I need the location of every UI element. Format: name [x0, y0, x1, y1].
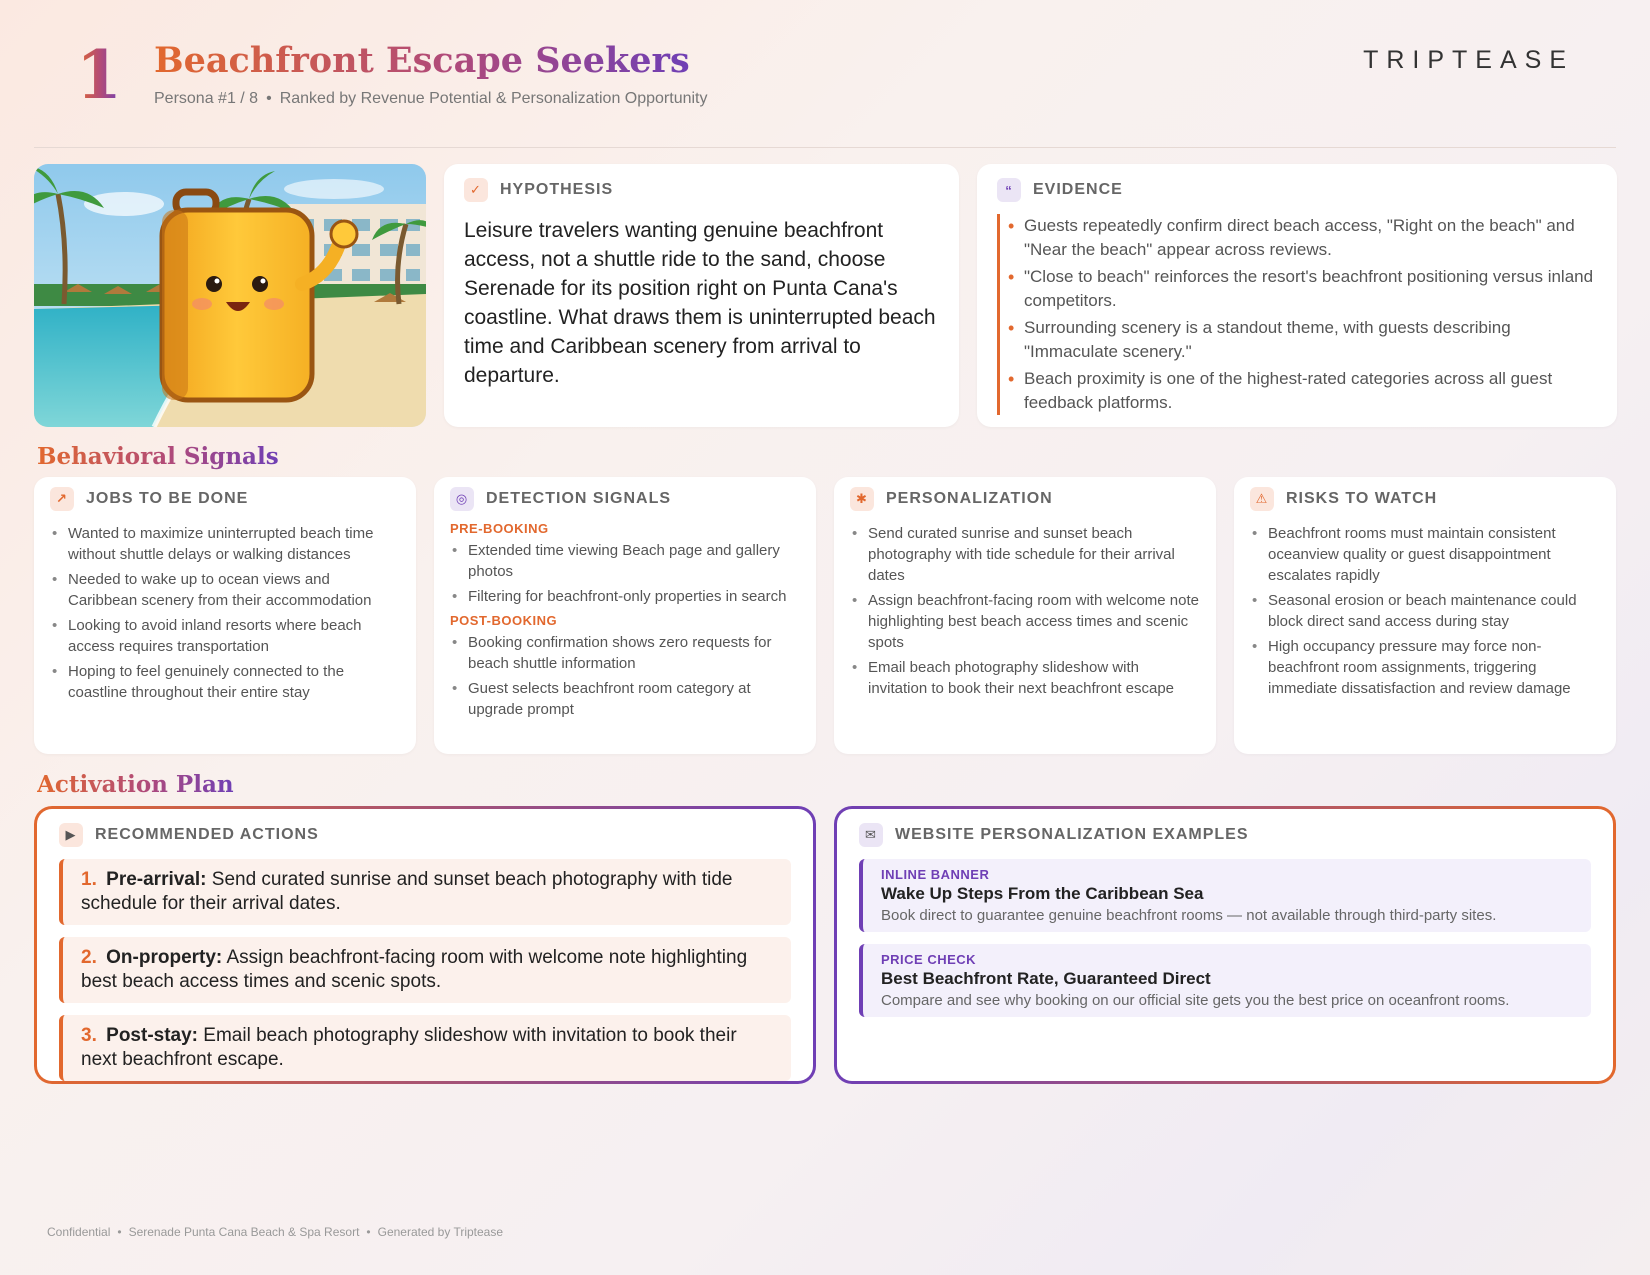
list-item: • Assign beachfront-facing room with welcome note highlighting best beach access times and scenic spots	[850, 590, 1200, 653]
list-item: • Email beach photography slideshow with invitation to book their next beachfront escape	[850, 657, 1200, 699]
quote-icon: “	[997, 178, 1021, 202]
evidence-list	[997, 214, 1597, 415]
activation-plan-title: Activation Plan	[37, 771, 234, 798]
risks-card	[1234, 477, 1616, 754]
action-text: Assign beachfront-facing room with welcome note highlighting best beach access times and scenic spots.	[81, 947, 748, 992]
personalization-heading: PERSONALIZATION	[886, 490, 1053, 507]
evidence-item: • Guests repeatedly confirm direct beach access, "Right on the beach" and "Near the beach" appear across reviews.	[1024, 214, 1597, 262]
action-text: Email beach photography slideshow with invitation to book their next beachfront escape.	[81, 1025, 737, 1070]
detection-heading: DETECTION SIGNALS	[486, 490, 672, 507]
list-item: • Extended time viewing Beach page and gallery photos	[450, 540, 800, 582]
action-item	[59, 1015, 791, 1081]
jobs-list	[50, 523, 400, 703]
list-item: • Send curated sunrise and sunset beach photography with tide schedule for their arrival dates	[850, 523, 1200, 586]
target-icon: ◎	[450, 487, 474, 511]
actions-heading: RECOMMENDED ACTIONS	[95, 826, 319, 843]
action-label: Pre-arrival:	[106, 869, 207, 890]
evidence-item: • Beach proximity is one of the highest-rated categories across all guest feedback platforms.	[1024, 367, 1597, 415]
examples-heading: WEBSITE PERSONALIZATION EXAMPLES	[895, 826, 1249, 843]
action-number: 3.	[81, 1025, 97, 1046]
warning-icon: ⚠	[1250, 487, 1274, 511]
list-item: • Filtering for beachfront-only properties in search	[450, 586, 800, 607]
list-item: • Hoping to feel genuinely connected to the coastline throughout their entire stay	[50, 661, 400, 703]
brand-logo: TRIPTEASE	[1363, 46, 1574, 74]
personalization-header	[850, 487, 1200, 511]
hypothesis-header	[464, 178, 939, 202]
recommended-actions-inner	[37, 809, 813, 1081]
risks-list	[1250, 523, 1600, 699]
risks-header	[1250, 487, 1600, 511]
website-examples-inner	[837, 809, 1613, 1081]
jobs-heading: JOBS TO BE DONE	[86, 490, 249, 507]
action-number: 1.	[81, 869, 97, 890]
list-item: • Guest selects beachfront room category at upgrade prompt	[450, 678, 800, 720]
risks-heading: RISKS TO WATCH	[1286, 490, 1438, 507]
pre-booking-list	[450, 540, 800, 607]
hypothesis-text: Leisure travelers wanting genuine beachfront access, not a shuttle ride to the sand, choose Serenade for its position right on Punta Cana's coastline. What draws them is uninterrupted beach time and Caribbean scenery from arrival to departure.	[464, 219, 936, 387]
list-item: • Needed to wake up to ocean views and Caribbean scenery from their accommodation	[50, 569, 400, 611]
action-label: Post-stay:	[106, 1025, 198, 1046]
behavioral-signals-title: Behavioral Signals	[37, 443, 279, 470]
post-booking-list	[450, 632, 800, 720]
list-item: • High occupancy pressure may force non-beachfront room assignments, triggering immediate dissatisfaction and review damage	[1250, 636, 1600, 699]
persona-illustration	[34, 164, 426, 427]
footer-generated: Generated by Triptease	[377, 1225, 504, 1239]
jobs-header	[50, 487, 400, 511]
example-type: PRICE CHECK	[881, 952, 977, 967]
footer-confidential: Confidential	[47, 1225, 111, 1239]
action-item	[59, 937, 791, 1003]
page-subtitle: Persona #1 / 8 • Ranked by Revenue Potential & Personalization Opportunity	[154, 90, 708, 107]
action-text: Send curated sunrise and sunset beach photography with tide schedule for their arrival dates.	[81, 869, 733, 914]
jobs-card	[34, 477, 416, 754]
check-icon: ✓	[464, 178, 488, 202]
evidence-card	[977, 164, 1617, 427]
action-label: On-property:	[106, 947, 223, 968]
post-booking-label: POST-BOOKING	[450, 613, 558, 628]
sparkle-icon: ✱	[850, 487, 874, 511]
action-number: 2.	[81, 947, 97, 968]
detection-header	[450, 487, 800, 511]
list-item: • Wanted to maximize uninterrupted beach time without shuttle delays or walking distances	[50, 523, 400, 565]
footer-property: Serenade Punta Cana Beach & Spa Resort	[128, 1225, 360, 1239]
persona-number: 1	[76, 36, 122, 114]
persona-index: Persona #1 / 8	[154, 90, 259, 107]
examples-header	[859, 823, 1591, 847]
pre-booking-label: PRE-BOOKING	[450, 521, 549, 536]
website-examples-box	[834, 806, 1616, 1084]
evidence-item: • "Close to beach" reinforces the resort's beachfront positioning versus inland competitors.	[1024, 265, 1597, 313]
personalization-card	[834, 477, 1216, 754]
page-title: Beachfront Escape Seekers	[154, 40, 690, 81]
list-item: • Booking confirmation shows zero requests for beach shuttle information	[450, 632, 800, 674]
page-footer: Confidential • Serenade Punta Cana Beach & Spa Resort • Generated by Triptease	[47, 1225, 504, 1239]
recommended-actions-box	[34, 806, 816, 1084]
page-header	[34, 30, 1616, 148]
hypothesis-card	[444, 164, 959, 427]
hypothesis-heading: HYPOTHESIS	[500, 181, 614, 198]
example-title: Wake Up Steps From the Caribbean Sea	[881, 884, 1204, 903]
mail-icon: ✉	[859, 823, 883, 847]
action-item	[59, 859, 791, 925]
ranking-note: Ranked by Revenue Potential & Personalization Opportunity	[279, 90, 708, 107]
list-item: • Seasonal erosion or beach maintenance could block direct sand access during stay	[1250, 590, 1600, 632]
list-item: • Looking to avoid inland resorts where beach access requires transportation	[50, 615, 400, 657]
arrow-icon: ↗	[50, 487, 74, 511]
example-type: INLINE BANNER	[881, 867, 990, 882]
evidence-heading: EVIDENCE	[1033, 181, 1123, 198]
play-icon: ▶	[59, 823, 83, 847]
actions-header	[59, 823, 791, 847]
example-item	[859, 944, 1591, 1017]
evidence-header	[997, 178, 1597, 202]
evidence-item: • Surrounding scenery is a standout theme, with guests describing "Immaculate scenery."	[1024, 316, 1597, 364]
detection-card	[434, 477, 816, 754]
example-title: Best Beachfront Rate, Guaranteed Direct	[881, 969, 1211, 988]
example-description: Book direct to guarantee genuine beachfront rooms — not available through third-party sites.	[881, 907, 1497, 924]
example-item	[859, 859, 1591, 932]
beach-suitcase-illustration	[34, 164, 426, 427]
personalization-list	[850, 523, 1200, 699]
list-item: • Beachfront rooms must maintain consistent oceanview quality or guest disappointment escalates rapidly	[1250, 523, 1600, 586]
example-description: Compare and see why booking on our official site gets you the best price on oceanfront rooms.	[881, 992, 1510, 1009]
